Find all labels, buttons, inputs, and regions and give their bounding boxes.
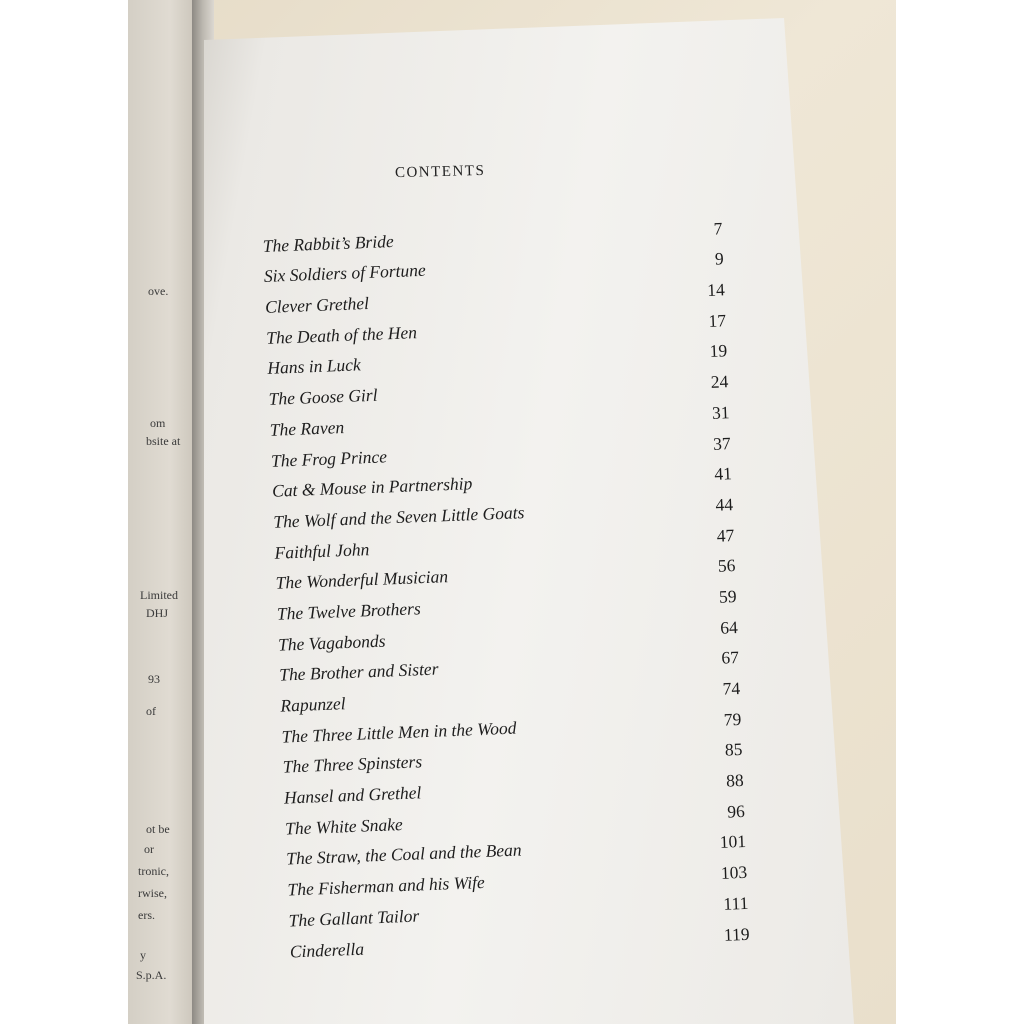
toc-entry-page-number: 74 [722, 677, 741, 699]
left-page [128, 0, 198, 1024]
toc-entry-page-number: 67 [721, 647, 740, 668]
toc-entry-page-number: 7 [713, 218, 723, 239]
toc-entry-title: The Gallant Tailor [288, 905, 420, 931]
toc-entry-title: The Three Spinsters [282, 751, 423, 777]
toc-entry-page-number: 103 [720, 861, 748, 883]
toc-entry-page-number: 119 [723, 923, 750, 945]
toc-entry-title: Faithful John [274, 538, 370, 563]
toc-entry-page-number: 9 [714, 248, 724, 270]
toc-entry-title: The Three Little Men in the Wood [281, 717, 517, 747]
left-page-fragment: ot be [146, 822, 170, 836]
toc-entry-page-number: 85 [724, 739, 743, 760]
toc-entry-page-number: 47 [716, 524, 735, 546]
toc-entry-page-number: 64 [719, 616, 739, 638]
toc-entry-page-number: 88 [725, 769, 745, 791]
toc-entry-title: The Rabbit’s Bride [262, 230, 394, 256]
toc-entry-page-number: 24 [710, 371, 729, 393]
toc-entry-page-number: 17 [708, 310, 727, 331]
toc-entry-title: Cinderella [289, 938, 365, 961]
toc-entry-title: The Frog Prince [270, 445, 388, 471]
toc-entry-title: The Straw, the Coal and the Bean [285, 839, 522, 869]
toc-entry-page-number: 14 [706, 279, 726, 301]
toc-entry-page-number: 44 [715, 494, 734, 515]
toc-entry-title: The Vagabonds [277, 630, 386, 655]
toc-entry-title: Rapunzel [280, 693, 346, 716]
left-page-fragment: ove. [148, 284, 169, 298]
toc-entry-title: Hansel and Grethel [283, 782, 422, 808]
toc-entry-page-number: 56 [717, 555, 736, 576]
toc-entry-page-number: 111 [723, 892, 749, 914]
left-page-fragment: S.p.A. [136, 968, 167, 982]
contents-heading: CONTENTS [394, 162, 486, 182]
table-of-contents [262, 208, 750, 962]
toc-entry-title: The White Snake [284, 813, 404, 839]
left-page-fragment: ers. [138, 908, 155, 922]
left-page-fragment: of [146, 704, 156, 718]
toc-entry-title: The Wonderful Musician [275, 566, 449, 593]
left-page-fragment: bsite at [146, 434, 181, 448]
toc-entry-title: The Goose Girl [268, 384, 378, 409]
toc-entry-title: The Wolf and the Seven Little Goats [272, 502, 525, 532]
toc-entry-title: The Raven [269, 416, 345, 440]
toc-entry-page-number: 37 [712, 432, 732, 454]
toc-entry-title: Cat & Mouse in Partnership [271, 473, 473, 501]
toc-entry-page-number: 19 [709, 340, 728, 362]
toc-entry-page-number: 59 [718, 586, 737, 607]
left-page-fragment: 93 [148, 672, 160, 686]
left-page-fragment: om [150, 416, 166, 430]
toc-entry-title: The Brother and Sister [278, 658, 439, 685]
left-page-fragment: rwise, [138, 886, 167, 900]
left-page-fragment: DHJ [146, 606, 169, 620]
left-page-fragment: y [140, 948, 146, 962]
toc-entry-page-number: 101 [719, 831, 747, 853]
toc-entry-page-number: 41 [713, 463, 733, 484]
left-page-fragment: tronic, [138, 864, 169, 878]
left-page-fragment: or [144, 842, 154, 856]
toc-entry-page-number: 31 [711, 402, 730, 423]
toc-entry-title: Six Soldiers of Fortune [263, 260, 427, 287]
toc-entry-title: The Fisherman and his Wife [287, 872, 486, 900]
left-page-fragment: Limited [140, 588, 178, 602]
toc-entry-page-number: 96 [726, 800, 746, 822]
toc-entry-title: The Death of the Hen [265, 321, 418, 348]
toc-entry-title: Clever Grethel [264, 293, 370, 317]
toc-entry-page-number: 79 [723, 708, 742, 730]
toc-entry-title: Hans in Luck [267, 354, 362, 379]
toc-entry-title: The Twelve Brothers [276, 598, 422, 624]
